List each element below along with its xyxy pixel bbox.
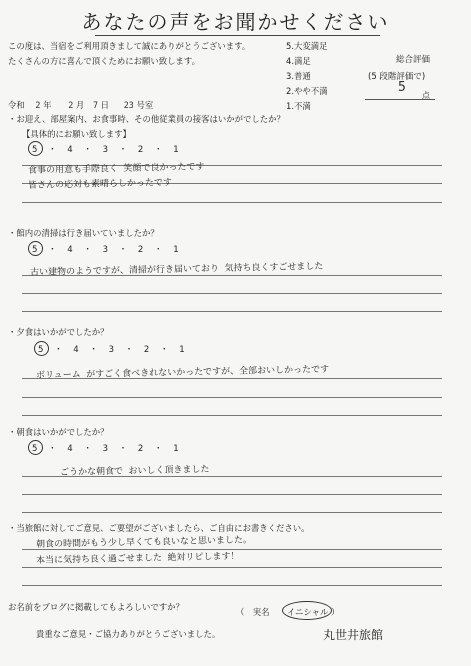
- answer-dinner-1[interactable]: ボリューム がすごく食べきれないかったですが、全部おいしかったです: [35, 364, 330, 381]
- answer-service-1[interactable]: 食事の用意も手際良く 笑顔で良かったです: [27, 162, 205, 176]
- hotel-name: 丸世井旅館: [323, 628, 384, 642]
- month-unit: 月: [75, 100, 85, 110]
- room-unit: 号室: [136, 100, 154, 110]
- answer-line: [22, 494, 442, 495]
- day-unit: 日: [100, 100, 110, 110]
- month-field[interactable]: 2: [68, 100, 74, 110]
- form-title: あなたの声をお聞かせください: [81, 10, 390, 34]
- rating-legend: [286, 39, 328, 114]
- rating-scale-breakfast[interactable]: 5 ・ 4 ・ 3 ・ 2 ・ 1: [32, 444, 183, 454]
- answer-service-2[interactable]: 皆さんの応対も素晴らしかったです: [27, 177, 173, 191]
- legend-item: 3.普通: [286, 71, 311, 81]
- rating-circle-breakfast: [28, 440, 43, 455]
- room-field[interactable]: 23: [123, 100, 134, 110]
- blog-permission-question: お名前をブログに掲載してもよろしいですか？: [8, 602, 184, 612]
- intro-text: [8, 39, 250, 69]
- answer-line: [22, 567, 442, 568]
- legend-item: 1.不満: [286, 101, 311, 111]
- answer-feedback-1[interactable]: 朝食の時間がもう少し早くても良いなと思いました。: [35, 535, 253, 550]
- era-label: 令和: [8, 100, 25, 110]
- overall-rating-label: 総合評価: [396, 55, 431, 65]
- answer-line: [22, 202, 442, 203]
- rating-circle-dinner: [34, 341, 49, 356]
- answer-cleaning-1[interactable]: 古い建物のようですが、清掃が行き届いており 気持ち良くすごせました: [29, 261, 324, 278]
- question-feedback: ・当旅館に対してご意見、ご要望がございましたら、ご自由にお書きください。: [8, 523, 310, 533]
- rating-circle-service: [28, 141, 43, 156]
- answer-line: [22, 585, 442, 586]
- answer-line: [22, 415, 442, 416]
- option-initial[interactable]: イニシャル ）: [287, 607, 340, 617]
- question-service-note: 【具体的にお願い致します】: [22, 129, 131, 139]
- question-dinner: ・夕食はいかがでしたか？: [8, 327, 109, 337]
- rating-circle-cleaning: [28, 241, 43, 256]
- overall-rating-value[interactable]: 5: [398, 80, 406, 95]
- thanks-text: 貴重なご意見・ご協力ありがとうございました。: [36, 629, 221, 639]
- title-underline: [95, 35, 380, 36]
- answer-line: [22, 512, 442, 513]
- intro-line: この度は、当宿をご利用頂きまして誠にありがとうございます。: [8, 41, 251, 51]
- rating-scale-service[interactable]: 5 ・ 4 ・ 3 ・ 2 ・ 1: [32, 145, 183, 155]
- overall-rating-sublabel: (5 段階評価で): [368, 72, 426, 82]
- intro-line: たくさんの方に喜んで頂くためにお願い致します。: [8, 56, 200, 66]
- year-field[interactable]: 2: [35, 100, 41, 110]
- rating-scale-cleaning[interactable]: 5 ・ 4 ・ 3 ・ 2 ・ 1: [32, 245, 183, 255]
- answer-line: [22, 293, 442, 294]
- registration-line: [8, 99, 153, 111]
- question-breakfast: ・朝食はいかがでしたか？: [8, 427, 109, 437]
- answer-line: [22, 311, 442, 312]
- legend-item: 5.大変満足: [286, 41, 328, 51]
- year-unit: 年: [43, 100, 52, 110]
- question-service: ・お迎え、部屋案内、お食事時、その他従業員の接客はいかがでしたか？: [8, 114, 285, 124]
- option-real-name[interactable]: （ 実名: [236, 607, 270, 617]
- answer-line: [22, 397, 442, 398]
- question-cleaning: ・館内の清掃は行き届いていましたか？: [8, 228, 159, 238]
- answer-feedback-2[interactable]: 本当に気持ち良く過ごせました 絶対リピします！: [35, 551, 240, 566]
- overall-rating-unit: 点: [422, 91, 430, 100]
- day-field[interactable]: 7: [92, 100, 98, 110]
- legend-item: 4.満足: [286, 56, 311, 66]
- legend-item: 2.やや不満: [286, 86, 328, 96]
- answer-breakfast-1[interactable]: ごうかな朝食で おいしく頂きました: [59, 464, 210, 478]
- overall-rating-line: [365, 99, 435, 100]
- rating-scale-dinner[interactable]: 5 ・ 4 ・ 3 ・ 2 ・ 1: [38, 345, 189, 355]
